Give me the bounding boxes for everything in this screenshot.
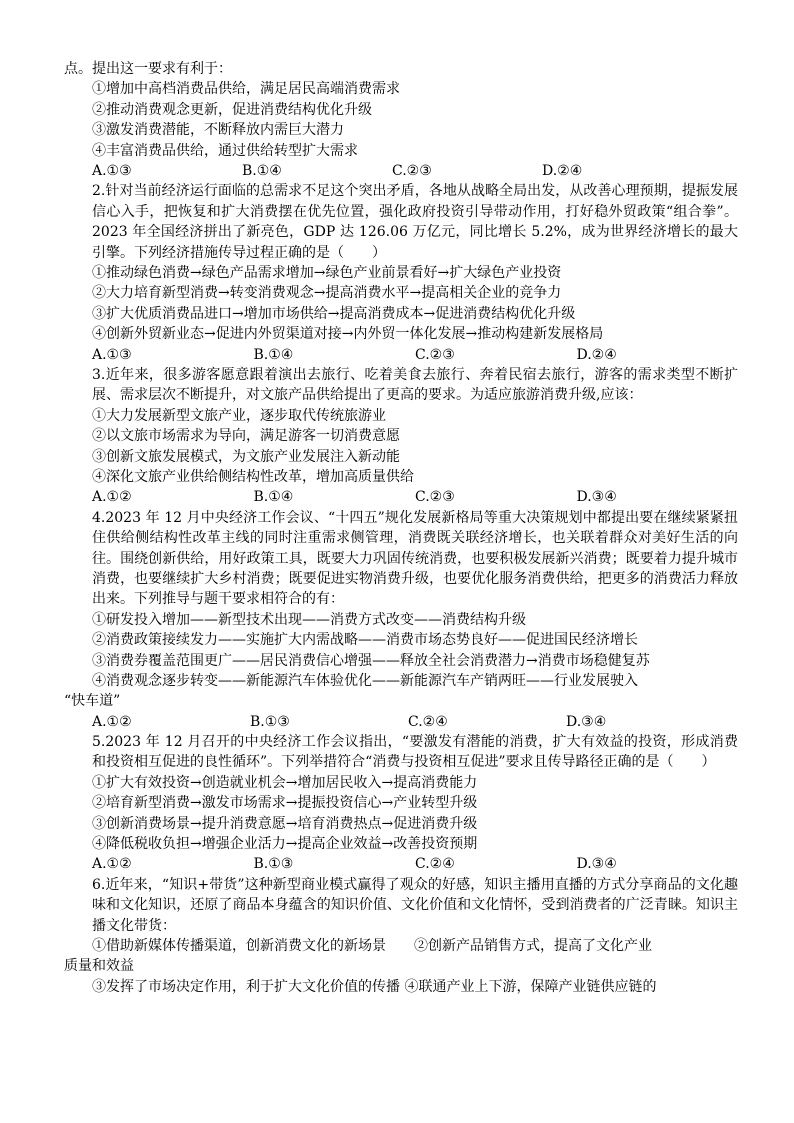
- statement-2: ②以文旅市场需求为导向，满足游客一切消费意愿: [92, 428, 400, 445]
- statement-4: ④创新外贸新业态→促进内外贸渠道对接→内外贸一体化发展→推动构建新发展格局: [92, 326, 604, 343]
- question-4-stem: 4.2023 年 12 月中央经济工作会议、“十四五”规化发展新格局等重大决策规划中都提出要在继续紧紧扭住供给侧结构性改革主线的同时注重需求侧管理，消费既关联经济增长，也关联着群众对美好生活的向往。围绕创新供给，用好政策工具，既要大力巩固传统消费，也要积极发展新兴消费；既要着力提升城市消费，也要继续扩大乡村消费；既要促进实物消费升级，也要优化服务消费供给，把更多的消费活力释放出来。下列推导与题干要求相符合的有：: [92, 509, 738, 608]
- question-3-stem: 3.近年来，很多游客愿意跟着演出去旅行、吃着美食去旅行、奔着民宿去旅行，游客的需求类型不断扩展、需求层次不断提升，对文旅产品供给提出了更高的要求。为适应旅游消费升级,应该：: [92, 366, 738, 404]
- statement-1-2: ①借助新媒体传播渠道，创新消费文化的新场景 ②创新产品销售方式，提高了文化产业: [92, 938, 652, 955]
- option-c: C.②③: [392, 162, 432, 179]
- option-b: B.①④: [242, 162, 282, 179]
- question-stem-tail: 点。提出这一要求有利于：: [64, 61, 232, 77]
- option-a: A.①③: [92, 346, 132, 363]
- statement-1: ①研发投入增加——新型技术出现——消费方式改变——消费结构升级: [92, 611, 526, 628]
- statement-4: ④深化文旅产业供给侧结构性改革，增加高质量供给: [92, 468, 414, 485]
- option-d: D.②④: [542, 162, 583, 179]
- statement-1: ①增加中高档消费品供给，满足居民高端消费需求: [92, 81, 400, 98]
- option-d: D.③④: [566, 713, 607, 730]
- statement-3: ③扩大优质消费品进口→增加市场供给→提高消费成本→促进消费结构优化升级: [92, 305, 576, 322]
- option-c: C.②④: [415, 856, 455, 873]
- statement-3: ③创新消费场景→提升消费意愿→培育消费热点→促进消费升级: [92, 815, 478, 832]
- question-5-stem: 5.2023 年 12 月召开的中央经济工作会议指出，“要激发有潜能的消费，扩大有效益的投资，形成消费和投资相互促进的良性循环”。下列举措符合“消费与投资相互促进”要求且传导路径正确的是（ ）: [92, 734, 738, 771]
- statement-4: ④丰富消费品供给，通过供给转型扩大需求: [92, 142, 358, 159]
- statement-3-4: ③发挥了市场决定作用，利于扩大文化价值的传播 ④联通产业上下游，保障产业链供应链的: [92, 978, 657, 995]
- statement-2-continued: 质量和效益: [64, 958, 134, 975]
- option-b: B.①④: [253, 489, 294, 506]
- statement-3: ③创新文旅发展模式，为文旅产业发展注入新动能: [92, 448, 400, 465]
- option-a: A.①③: [92, 162, 132, 179]
- question-2-stem: 2.针对当前经济运行面临的总需求不足这个突出矛盾，各地从战略全局出发，从改善心理预期，提振发展信心入手，把恢复和扩大消费摆在优先位置，强化政府投资引导带动作用，打好稳外贸政策“组合拳”。2023 年全国经济拼出了新亮色，GDP 达 126.06 万亿元，同比增长 5.2%，成为世界经济增长的最大引擎。下列经济措施传导过程正确的是（ ）: [92, 183, 738, 261]
- question-6-stem: 6.近年来，“知识+带货”这种新型商业模式赢得了观众的好感，知识主播用直播的方式分享商品的文化趣味和文化知识，还原了商品本身蕴含的知识价值、文化价值和文化情怀，受到消费者的广泛青睐。知识主播文化带货：: [92, 876, 738, 934]
- option-d: D.②④: [576, 346, 617, 363]
- answer-options: [64, 487, 738, 507]
- statement-4: ④消费观念逐步转变——新能源汽车体验优化——新能源汽车产销两旺——行业发展驶入: [92, 672, 638, 689]
- option-d: D.③④: [576, 489, 617, 506]
- statement-2: ②推动消费观念更新，促进消费结构优化升级: [92, 101, 372, 118]
- option-c: C.②③: [415, 346, 455, 363]
- statement-2: ②消费政策接续发力——实施扩大内需战略——消费市场态势良好——促进国民经济增长: [92, 632, 638, 649]
- option-c: C.②③: [415, 489, 455, 506]
- statement-1: ①大力发展新型文旅产业，逐步取代传统旅游业: [92, 407, 386, 424]
- option-a: A.①②: [92, 713, 132, 730]
- statement-3: ③激发消费潜能，不断释放内需巨大潜力: [92, 122, 344, 139]
- statement-2: ②培育新型消费→激发市场需求→提振投资信心→产业转型升级: [92, 795, 478, 812]
- option-d: D.③④: [576, 856, 617, 873]
- answer-options: [64, 854, 738, 874]
- document-page: [64, 59, 738, 997]
- statement-4-continued: “快车道”: [64, 693, 121, 710]
- statement-3: ③消费券覆盖范围更广——居民消费信心增强——释放全社会消费潜力→消费市场稳健复苏: [92, 652, 650, 669]
- option-a: A.①②: [92, 856, 132, 873]
- option-b: B.①④: [253, 346, 294, 363]
- statement-1: ①扩大有效投资→创造就业机会→增加居民收入→提高消费能力: [92, 774, 478, 791]
- answer-options: [64, 161, 738, 181]
- answer-options: [64, 345, 738, 365]
- option-a: A.①②: [92, 489, 132, 506]
- option-b: B.①③: [253, 856, 294, 873]
- option-b: B.①③: [250, 713, 290, 730]
- statement-4: ④降低税收负担→增强企业活力→提高企业效益→改善投资预期: [92, 836, 478, 853]
- option-c: C.②④: [408, 713, 448, 730]
- statement-1: ①推动绿色消费→绿色产品需求增加→绿色产业前景看好→扩大绿色产业投资: [92, 264, 562, 281]
- statement-2: ②大力培育新型消费→转变消费观念→提高消费水平→提高相关企业的竞争力: [92, 285, 562, 302]
- answer-options: [64, 712, 738, 732]
